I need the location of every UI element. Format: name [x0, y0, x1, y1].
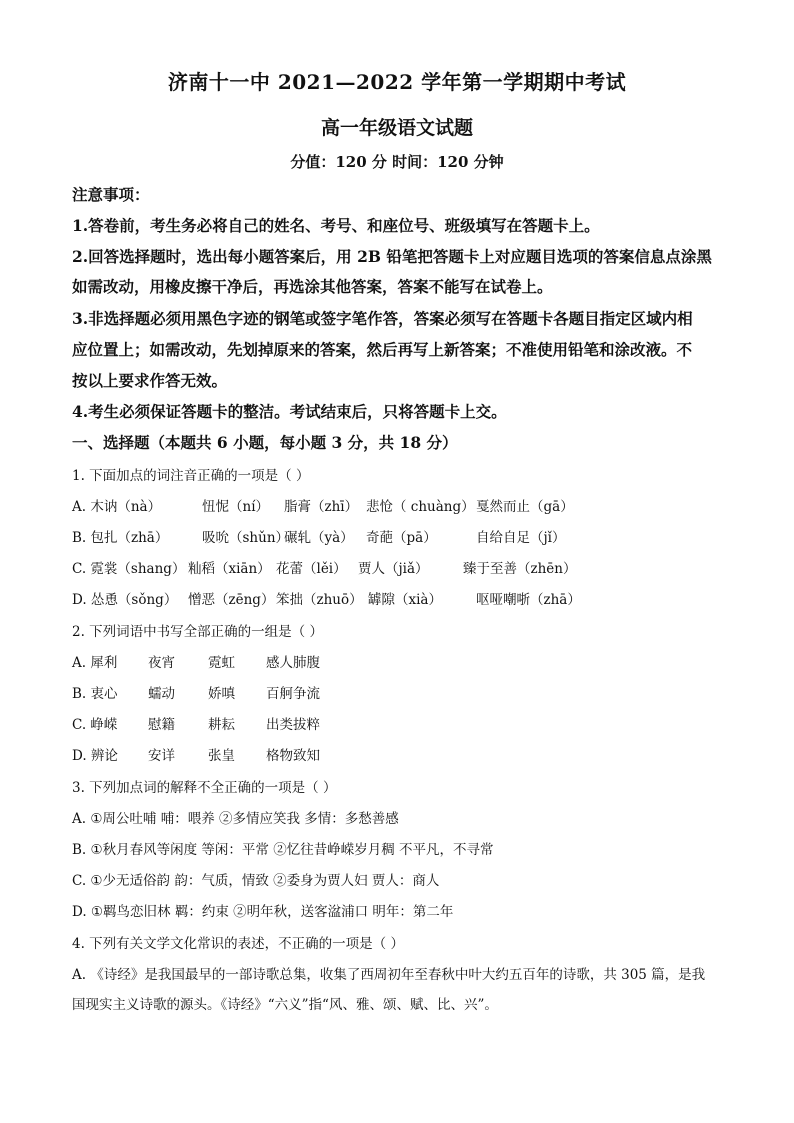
q4-option-a-line-2: 国现实主义诗歌的源头。《诗经》“六义”指“风、雅、颂、赋、比、兴”。 — [72, 997, 498, 1013]
q2-a-item: 感人肺腹 — [266, 655, 320, 671]
note-1: 1.答卷前，考生务必将自己的姓名、考号、和座位号、班级填写在答题卡上。 — [72, 216, 600, 235]
note-4: 4.考生必须保证答题卡的整洁。考试结束后，只将答题卡上交。 — [72, 402, 507, 421]
notes-heading: 注意事项： — [72, 185, 150, 204]
exam-meta: 分值：120 分 时间：120 分钟 — [290, 153, 504, 171]
q2-d-item: D. 辨论 — [72, 748, 118, 764]
q1-d-item: 笨拙（zhuō） — [276, 592, 363, 608]
q1-a-item: A. 木讷（nà） — [72, 499, 162, 515]
q1-b-item: 奇葩（pā） — [366, 530, 437, 546]
q1-option-d — [72, 588, 581, 608]
q1-d-item: 呕哑嘲哳（zhā） — [476, 592, 581, 608]
q4-option-a-line-1: A. 《诗经》是我国最早的一部诗歌总集，收集了西周初年至春秋中叶大约五百年的诗歌，共 305 篇，是我 — [72, 967, 706, 983]
q1-a-item: 悲怆（ chuàng） — [366, 499, 475, 515]
section-1-heading: 一、选择题（本题共 6 小题，每小题 3 分，共 18 分） — [72, 433, 458, 452]
q1-option-b — [72, 526, 566, 546]
q1-a-item: 戛然而止（gā） — [476, 499, 574, 515]
q2-option-c — [72, 713, 320, 733]
exam-subtitle: 高一年级语文试题 — [320, 117, 473, 139]
q2-c-item: C. 峥嵘 — [72, 717, 118, 733]
q1-c-item: 臻于至善（zhēn） — [463, 561, 577, 577]
q2-d-item: 格物致知 — [266, 748, 320, 764]
note-3-line-2: 应位置上；如需改动，先划掉原来的答案，然后再写上新答案；不准使用铅笔和涂改液。不 — [72, 340, 693, 359]
note-3-line-3: 按以上要求作答无效。 — [72, 371, 228, 390]
q1-c-item: C. 霓裳（shang） — [72, 561, 186, 577]
q1-b-item: 自给自足（jǐ） — [476, 530, 566, 546]
q1-a-item: 脂膏（zhī） — [284, 499, 359, 515]
note-2-line-1: 2.回答选择题时，选出每小题答案后，用 2B 铅笔把答题卡上对应题目选项的答案信息点涂黑 — [72, 247, 712, 266]
q2-a-item: 夜宵 — [148, 655, 175, 671]
q1-c-item: 花蕾（lěi） — [276, 561, 347, 577]
q2-b-item: B. 衷心 — [72, 686, 118, 702]
q2-option-b — [72, 682, 320, 702]
q2-b-item: 蠕动 — [148, 686, 175, 702]
q2-option-d — [72, 744, 320, 764]
q2-b-item: 娇嗔 — [208, 686, 235, 702]
q1-a-item: 忸怩（ní） — [202, 499, 270, 515]
q2-stem: 2. 下列词语中书写全部正确的一组是（ ） — [72, 624, 323, 640]
q2-c-item: 出类拔粹 — [266, 717, 320, 733]
note-2-line-2: 如需改动，用橡皮擦干净后，再选涂其他答案，答案不能写在试卷上。 — [72, 277, 553, 296]
q2-option-a — [72, 651, 320, 671]
q2-c-item: 耕耘 — [208, 717, 235, 733]
q2-a-item: A. 犀利 — [72, 655, 118, 671]
q1-b-item: 吸吮（shǔn） — [202, 530, 290, 546]
q1-d-item: 憎恶（zēng） — [188, 592, 275, 608]
q2-d-item: 安详 — [148, 748, 175, 764]
q3-stem: 3. 下列加点词的解释不全正确的一项是（ ） — [72, 780, 337, 796]
q3-option-c: C. ①少无适俗韵 韵：气质，情致 ②委身为贾人妇 贾人：商人 — [72, 873, 440, 889]
exam-title: 济南十一中 2021—2022 学年第一学期期中考试 — [167, 70, 627, 94]
q1-b-item: 碾轧（yà） — [284, 530, 354, 546]
q1-stem: 1. 下面加点的词注音正确的一项是（ ） — [72, 468, 310, 484]
q1-c-item: 籼稻（xiān） — [188, 561, 271, 577]
q1-option-c — [72, 557, 577, 577]
q2-b-item: 百舸争流 — [266, 686, 320, 702]
q3-option-b: B. ①秋月春风等闲度 等闲：平常 ②忆往昔峥嵘岁月稠 不平凡，不寻常 — [72, 842, 494, 858]
q1-d-item: 罅隙（xià） — [368, 592, 442, 608]
q1-d-item: D. 怂恿（sǒng） — [72, 592, 178, 608]
q2-d-item: 张皇 — [208, 748, 235, 764]
q3-option-a: A. ①周公吐哺 哺：喂养 ②多情应笑我 多情：多愁善感 — [72, 811, 399, 827]
note-3-line-1: 3.非选择题必须用黑色字迹的钢笔或签字笔作答，答案必须写在答题卡各题目指定区域内相 — [72, 309, 693, 328]
q1-c-item: 贾人（jiǎ） — [358, 561, 429, 577]
q4-stem: 4. 下列有关文学文化常识的表述，不正确的一项是（ ） — [72, 936, 404, 952]
q1-option-a — [72, 495, 574, 515]
q1-b-item: B. 包扎（zhā） — [72, 530, 169, 546]
q3-option-d: D. ①羁鸟恋旧林 羁：约束 ②明年秋，送客湓浦口 明年：第二年 — [72, 904, 454, 920]
q2-c-item: 慰籍 — [148, 717, 175, 733]
q2-a-item: 霓虹 — [208, 655, 235, 671]
